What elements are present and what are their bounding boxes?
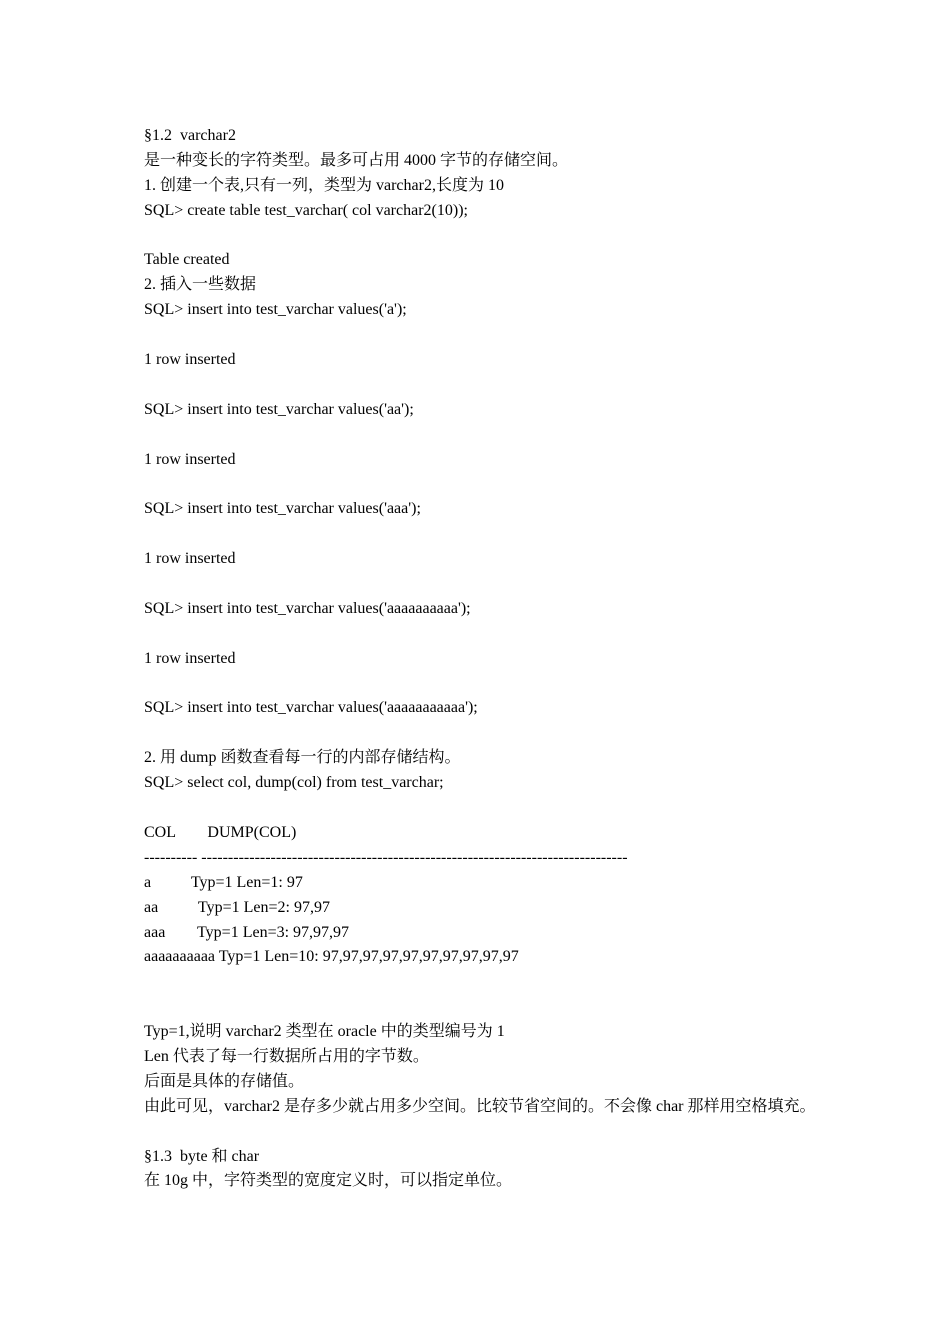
insert-result: 1 row inserted	[144, 351, 236, 369]
step-insert-data: 2. 插入一些数据	[144, 276, 257, 294]
blank-line	[144, 522, 816, 547]
document-page	[144, 124, 816, 1194]
explain-typ: Typ=1,说明 varchar2 类型在 oracle 中的类型编号为 1	[144, 1023, 505, 1041]
insert-sql: SQL> insert into test_varchar values('aaaaaaaaaa');	[144, 599, 471, 617]
blank-line	[144, 423, 816, 448]
blank-line	[144, 622, 816, 647]
blank-line	[144, 1120, 816, 1145]
explain-value: 后面是具体的存储值。	[144, 1072, 305, 1090]
step-dump: 2. 用 dump 函数查看每一行的内部存储结构。	[144, 749, 461, 767]
blank-line	[144, 224, 816, 249]
explain-len: Len 代表了每一行数据所占用的字节数。	[144, 1047, 429, 1065]
create-table-sql: SQL> create table test_varchar( col varchar2(10));	[144, 201, 468, 219]
blank-line	[144, 572, 816, 597]
section-heading-byte-char: §1.3 byte 和 char	[144, 1147, 260, 1165]
blank-line	[144, 373, 816, 398]
blank-line	[144, 672, 816, 697]
varchar2-description: 是一种变长的字符类型。最多可占用 4000 字节的存储空间。	[144, 151, 569, 169]
section-heading-varchar2: §1.2 varchar2	[144, 127, 236, 144]
insert-sql: SQL> insert into test_varchar values('aa');	[144, 400, 414, 418]
result-row: aaa Typ=1 Len=3: 97,97,97	[144, 923, 350, 941]
insert-sql: SQL> insert into test_varchar values('aaa');	[144, 500, 421, 518]
blank-line	[144, 796, 816, 821]
byte-char-description: 在 10g 中，字符类型的宽度定义时，可以指定单位。	[144, 1172, 513, 1190]
table-created-output: Table created	[144, 251, 230, 269]
insert-result: 1 row inserted	[144, 450, 236, 468]
result-row: aaaaaaaaaa Typ=1 Len=10: 97,97,97,97,97,97,97,97,97,97	[144, 948, 519, 966]
blank-line	[144, 472, 816, 497]
select-sql: SQL> select col, dump(col) from test_varchar;	[144, 774, 444, 792]
insert-sql: SQL> insert into test_varchar values('a');	[144, 301, 407, 319]
result-row: a Typ=1 Len=1: 97	[144, 873, 303, 891]
conclusion-paragraph: 由此可见，varchar2 是存多少就占用多少空间。比较节省空间的。不会像 char 那样用空格填充。	[144, 1097, 816, 1115]
blank-line	[144, 721, 816, 746]
insert-result: 1 row inserted	[144, 649, 236, 667]
blank-line	[144, 323, 816, 348]
insert-sql-last: SQL> insert into test_varchar values('aaaaaaaaaaa');	[144, 699, 478, 717]
step-create-table: 1. 创建一个表,只有一列，类型为 varchar2,长度为 10	[144, 176, 504, 194]
insert-result: 1 row inserted	[144, 550, 236, 568]
blank-lines	[144, 970, 816, 1020]
result-header: COL DUMP(COL)	[144, 823, 297, 841]
result-row: aa Typ=1 Len=2: 97,97	[144, 898, 330, 916]
result-divider: ---------- --------------------------------------------------------------------------------	[144, 848, 628, 866]
